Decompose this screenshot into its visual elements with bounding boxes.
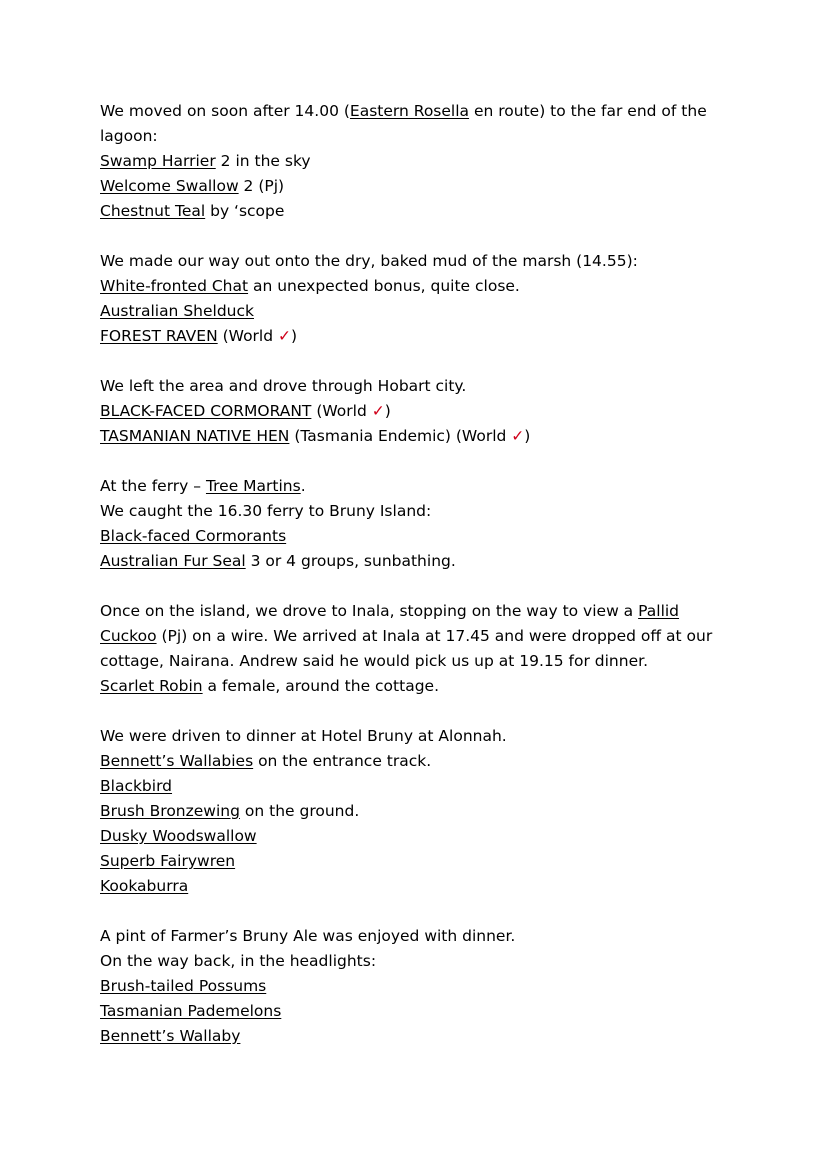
list-item [100,399,740,424]
species-name: Australian Fur Seal [100,552,246,570]
paragraph-intro: We left the area and drove through Hobart city. [100,377,467,395]
species-name: Superb Fairywren [100,852,236,870]
paragraph-intro: On the way back, in the headlights: [100,952,377,970]
species-pallid-cuckoo: Pallid Cuckoo [100,602,680,645]
species-note: 3 or 4 groups, sunbathing. [245,552,456,570]
spacer [100,574,740,599]
paragraph-intro: We were driven to dinner at Hotel Bruny at Alonnah. [100,727,507,745]
red-check-icon: ✓ [278,327,291,345]
list-item [100,999,740,1024]
document-page [100,99,740,1049]
paragraph-intro: We caught the 16.30 ferry to Bruny Island: [100,502,432,520]
spacer [100,224,740,249]
species-name: Kookaburra [100,877,189,895]
list-item [100,974,740,999]
intro-tail: en route) to the far end of the lagoon: [100,102,707,145]
spacer [100,349,740,374]
list-item [100,549,740,574]
species-name: Scarlet Robin [100,677,203,695]
red-check-icon: ✓ [511,427,525,445]
spacer [100,699,740,724]
species-name: Dusky Woodswallow [100,827,257,845]
intro-text: We moved on soon after 14.00 ( [100,102,350,120]
list-item [100,824,740,849]
red-check-icon: ✓ [371,402,385,420]
species-name: White-fronted Chat [100,277,249,295]
list-item [100,774,740,799]
species-note: an unexpected bonus, quite close. [248,277,520,295]
species-note: 2 (Pj) [238,177,285,195]
ferry-intro: At the ferry – [100,477,206,495]
paren-close: ) [524,427,531,445]
species-name: Chestnut Teal [100,202,206,220]
paragraph-intro: A pint of Farmer’s Bruny Ale was enjoyed with dinner. [100,927,516,945]
species-note: (Tasmania Endemic) (World [289,427,512,445]
list-item [100,174,740,199]
paren-close: ) [291,327,298,345]
species-eastern-rosella: Eastern Rosella [349,102,470,120]
paragraph-intro: We made our way out onto the dry, baked mud of the marsh (14.55): [100,252,638,270]
paragraph-text: (Pj) on a wire. We arrived at Inala at 17.45 and were dropped off at our cottage, Nairana. Andrew said he would pick us up at 19.15 for dinner. [100,627,713,670]
species-note: (World [217,327,278,345]
list-item [100,524,740,549]
paragraph-intro [100,474,740,499]
list-item [100,274,740,299]
species-tree-martins: Tree Martins [205,477,301,495]
species-name: Australian Shelduck [100,302,254,320]
spacer [100,899,740,924]
species-note: (World [311,402,372,420]
ferry-tail: . [300,477,306,495]
paren-close: ) [384,402,391,420]
species-name: Brush-tailed Possums [100,977,267,995]
list-item [100,424,740,449]
paragraph-intro [100,99,740,149]
species-note: on the entrance track. [253,752,432,770]
species-name: Swamp Harrier [100,152,216,170]
list-item [100,674,740,699]
species-name: Welcome Swallow [100,177,239,195]
species-name: BLACK-FACED CORMORANT [100,402,312,420]
species-name: Tasmanian Pademelons [100,1002,282,1020]
species-name: FOREST RAVEN [100,327,218,345]
list-item [100,874,740,899]
species-note: on the ground. [239,802,360,820]
species-note: by ‘scope [205,202,285,220]
list-item [100,324,740,349]
list-item [100,749,740,774]
species-note: a female, around the cottage. [202,677,439,695]
paragraph-text: Once on the island, we drove to Inala, stopping on the way to view a [100,602,639,620]
list-item [100,1024,740,1049]
list-item [100,799,740,824]
species-name: Blackbird [100,777,173,795]
spacer [100,449,740,474]
list-item [100,199,740,224]
species-note: 2 in the sky [215,152,311,170]
list-item [100,149,740,174]
species-name: Brush Bronzewing [100,802,240,820]
species-name: Bennett’s Wallaby [100,1027,241,1045]
species-name: Black-faced Cormorants [100,527,287,545]
list-item [100,299,740,324]
species-name: Bennett’s Wallabies [100,752,254,770]
list-item [100,849,740,874]
paragraph [100,599,740,674]
species-name: TASMANIAN NATIVE HEN [100,427,290,445]
